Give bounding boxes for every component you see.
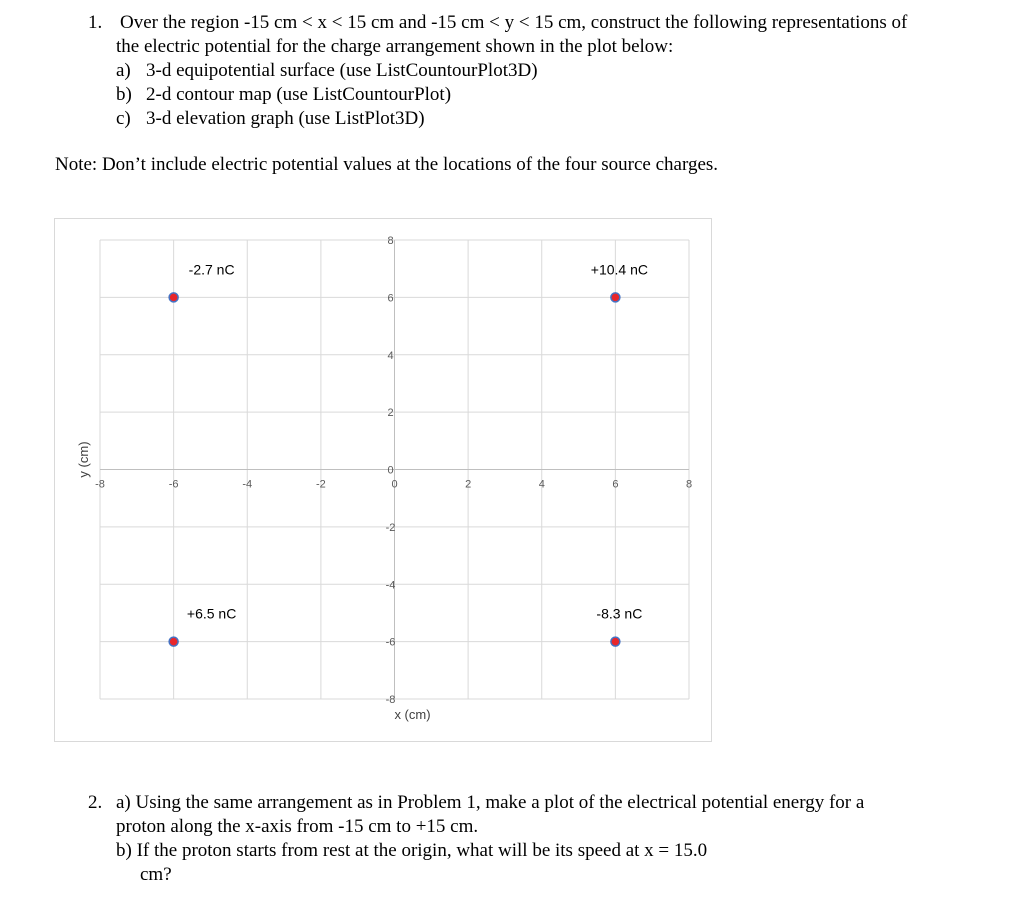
problem-1-item-a-text: 3-d equipotential surface (use ListCountourPlot3D) bbox=[146, 60, 538, 81]
charge-point bbox=[169, 637, 178, 646]
problem-1-item-c-text: 3-d elevation graph (use ListPlot3D) bbox=[146, 108, 425, 129]
x-tick-label: -2 bbox=[315, 478, 326, 491]
problem-2-line-1: a) Using the same arrangement as in Problem 1, make a plot of the electrical potential energy for a bbox=[116, 792, 865, 813]
y-tick-label: 4 bbox=[387, 349, 394, 362]
problem-2-line-3: b) If the proton starts from rest at the origin, what will be its speed at x = 15.0 bbox=[116, 840, 708, 861]
y-axis-title: y (cm) bbox=[76, 441, 91, 478]
x-tick-label: -8 bbox=[95, 478, 105, 491]
x-tick-label: 4 bbox=[538, 478, 545, 491]
x-tick-label: -6 bbox=[168, 478, 179, 491]
x-tick-label: 0 bbox=[391, 478, 398, 491]
charge-label: +6.5 nC bbox=[186, 605, 237, 622]
x-tick-label: 2 bbox=[465, 478, 472, 491]
problem-1-number: 1. bbox=[88, 12, 103, 33]
x-tick-label: 8 bbox=[685, 478, 693, 491]
chart-frame bbox=[54, 218, 712, 742]
y-tick-label: 0 bbox=[387, 464, 394, 477]
x-tick-label: 6 bbox=[612, 478, 619, 491]
y-tick-label: 2 bbox=[387, 407, 394, 420]
problem-2-line-4: cm? bbox=[140, 864, 172, 885]
note-text: Note: Don’t include electric potential values at the locations of the four source charges. bbox=[55, 154, 719, 175]
charge-label: +10.4 nC bbox=[590, 261, 648, 278]
charge-point bbox=[169, 293, 178, 302]
problem-1-line-2: the electric potential for the charge arrangement shown in the plot below: bbox=[116, 36, 674, 57]
charge-labels bbox=[187, 261, 648, 621]
charge-label: -2.7 nC bbox=[188, 261, 235, 278]
problem-1-item-a-label: a) bbox=[116, 60, 131, 81]
y-tick-label: -8 bbox=[385, 694, 396, 706]
y-tick-label: 6 bbox=[387, 292, 394, 305]
problem-1-line-1: Over the region -15 cm < x < 15 cm and -15 cm < y < 15 cm, construct the following representations of bbox=[120, 12, 908, 33]
charge-label: -8.3 nC bbox=[596, 605, 643, 622]
y-tick-label: -6 bbox=[385, 636, 396, 649]
charge-point bbox=[611, 637, 620, 646]
axes bbox=[100, 240, 689, 699]
problem-2-number: 2. bbox=[88, 792, 103, 813]
tick-labels bbox=[95, 235, 692, 706]
y-tick-label: 8 bbox=[387, 235, 394, 247]
problem-1-item-c-label: c) bbox=[116, 108, 131, 129]
charge-arrangement-plot bbox=[55, 219, 713, 743]
problem-1-item-b-text: 2-d contour map (use ListCountourPlot) bbox=[146, 84, 452, 105]
problem-1-item-b-label: b) bbox=[116, 84, 132, 105]
y-tick-label: -2 bbox=[385, 521, 396, 534]
y-tick-label: -4 bbox=[385, 579, 396, 592]
problem-2-line-2: proton along the x-axis from -15 cm to +15 cm. bbox=[116, 816, 479, 837]
x-axis-title: x (cm) bbox=[394, 707, 431, 722]
x-tick-label: -4 bbox=[242, 478, 253, 491]
charge-point bbox=[611, 293, 620, 302]
